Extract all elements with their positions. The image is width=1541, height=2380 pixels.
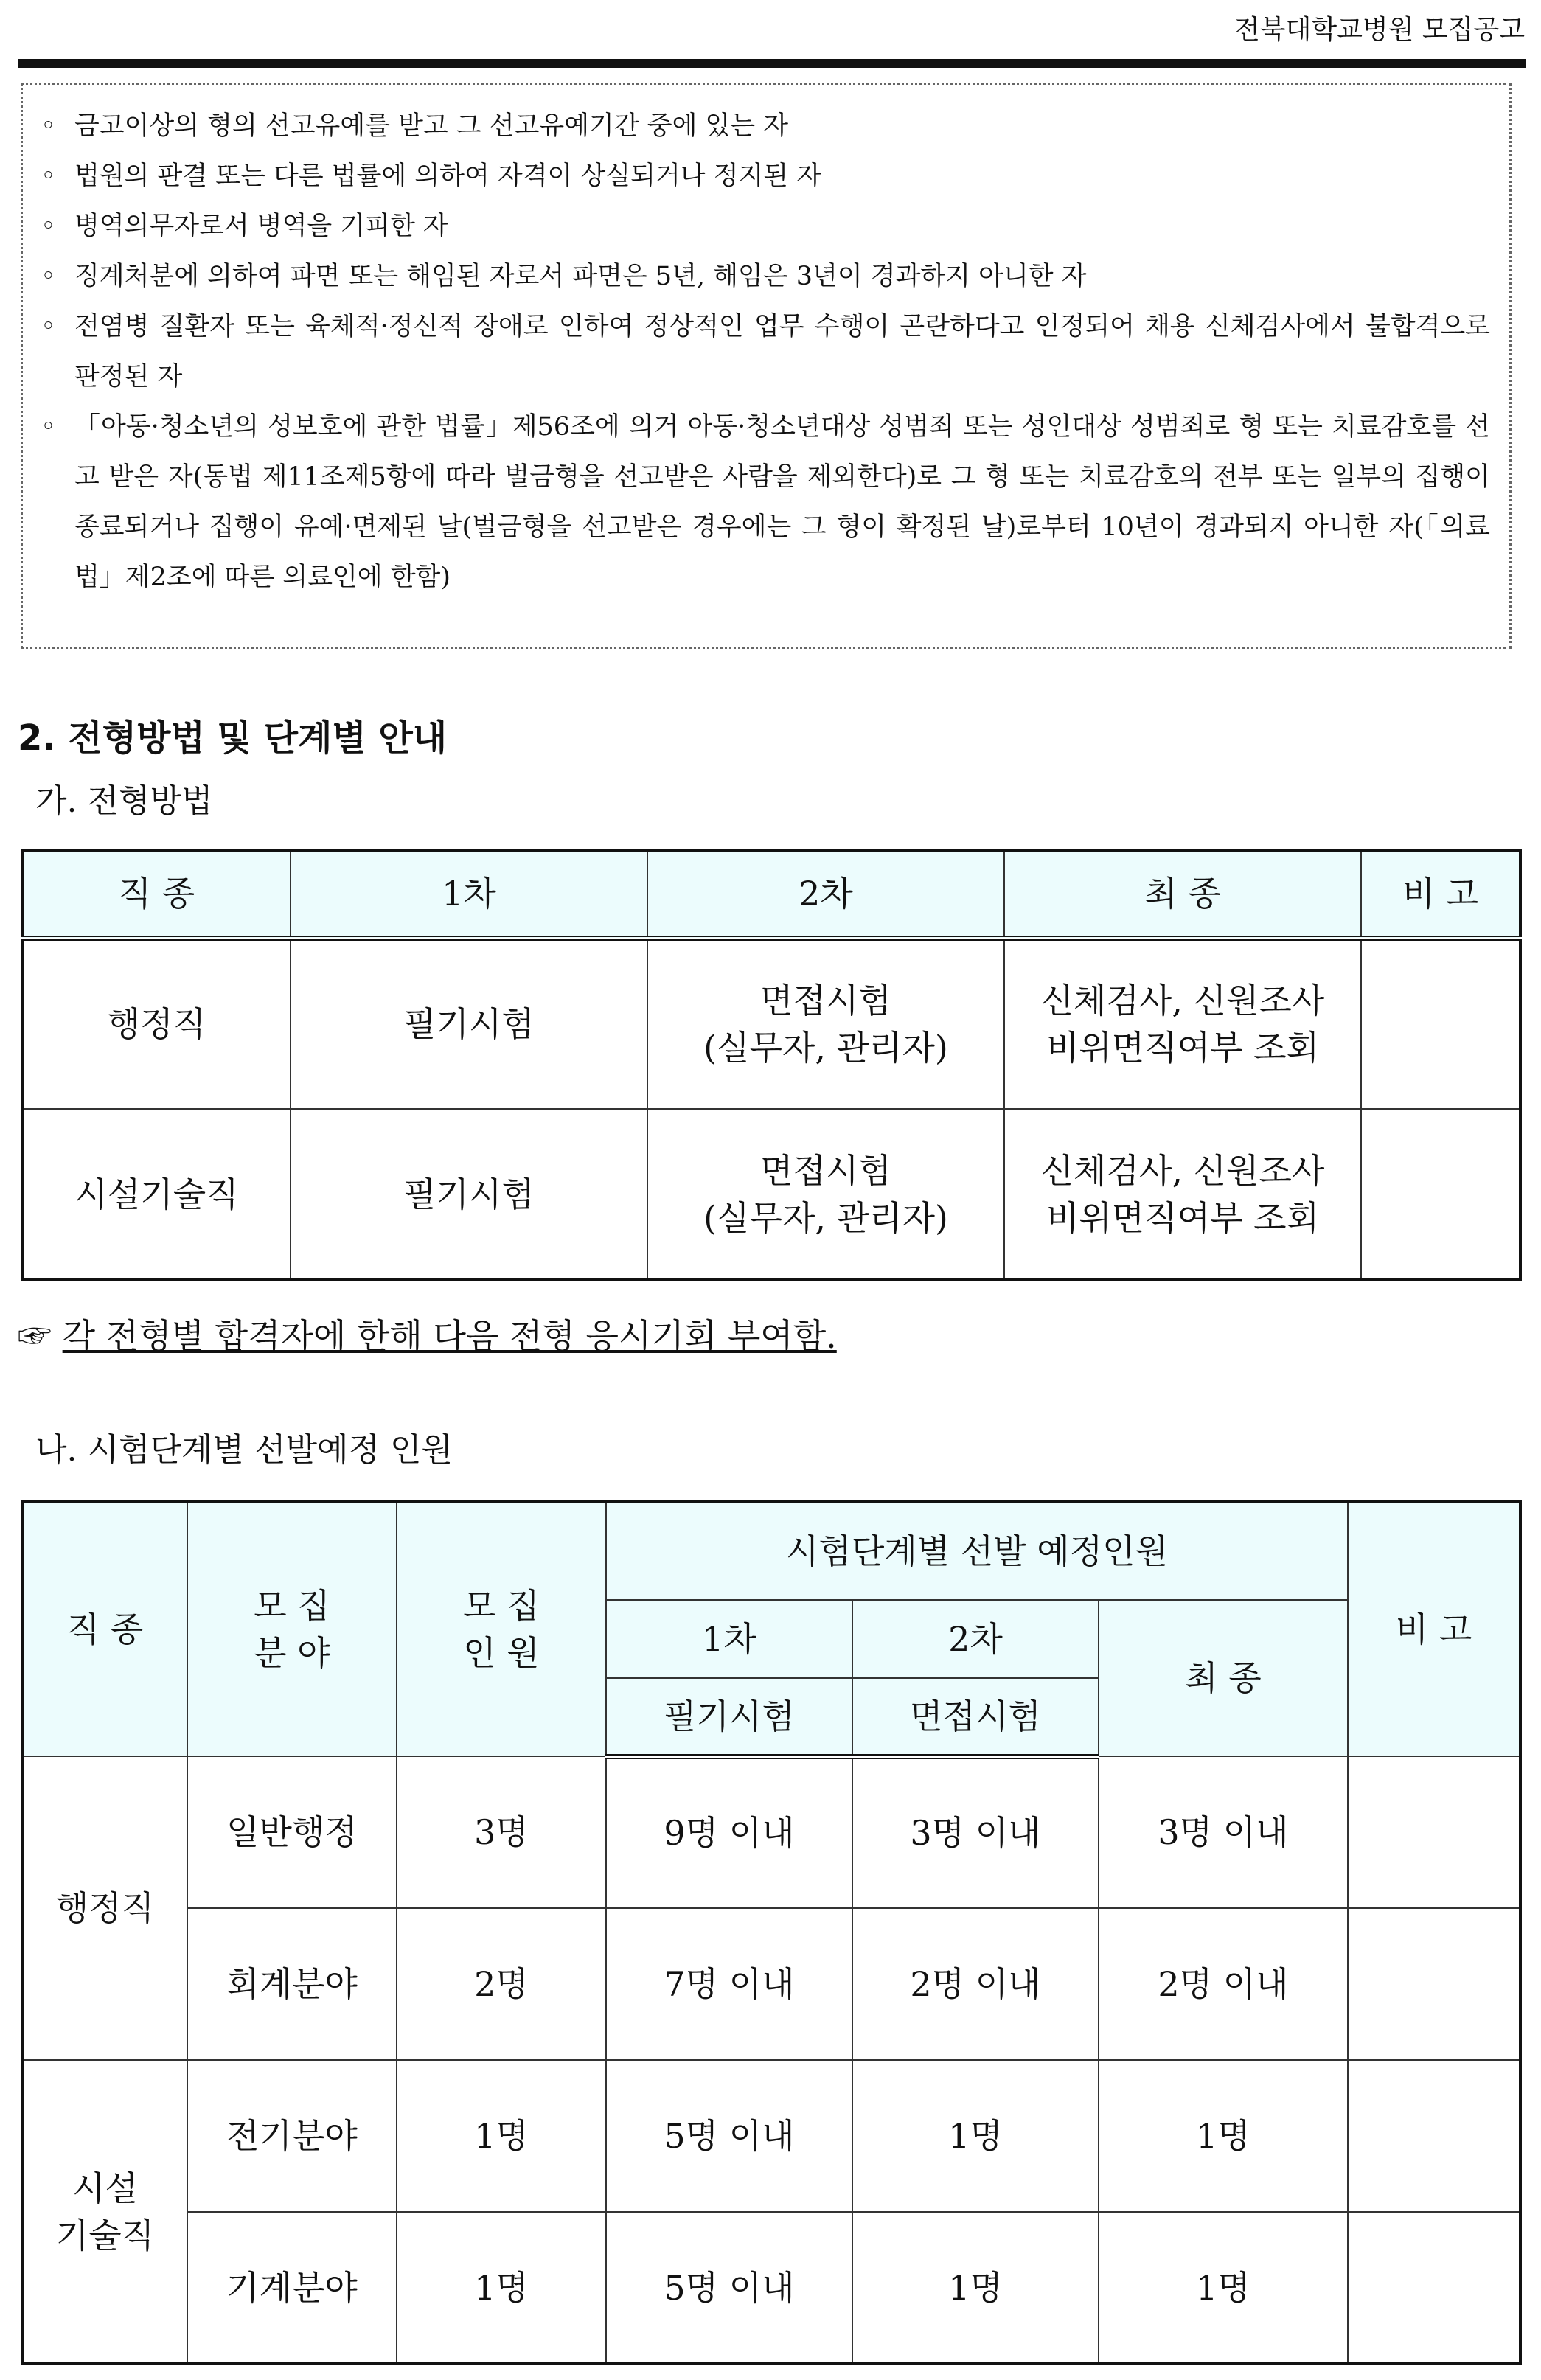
criteria-item: ◦ 법원의 판결 또는 다른 법률에 의하여 자격이 상실되거나 정지된 자 — [74, 151, 1490, 201]
bullet-icon: ◦ — [41, 412, 56, 442]
second-stage-cell: 면접시험 (실무자, 관리자) — [647, 1109, 1004, 1280]
header-stage: 시험단계별 선발 예정인원 — [606, 1501, 1348, 1600]
first-stage-cell: 필기시험 — [291, 1109, 647, 1280]
note-cell — [1361, 1109, 1520, 1280]
header-cell: 비 고 — [1361, 851, 1520, 938]
first-cell: 7명 이내 — [606, 1908, 852, 2060]
second-cell: 1명 — [852, 2060, 1099, 2212]
table-row — [22, 2060, 1520, 2212]
header-field: 모 집 분 야 — [187, 1501, 397, 1756]
field-cell: 회계분야 — [187, 1908, 397, 2060]
bullet-icon: ◦ — [41, 262, 56, 291]
header-final: 최 종 — [1099, 1600, 1348, 1756]
method-table — [21, 849, 1522, 1281]
first-cell: 9명 이내 — [606, 1756, 852, 1908]
second-cell: 2명 이내 — [852, 1908, 1099, 2060]
job-cell: 시설기술직 — [22, 1109, 291, 1280]
table-row — [22, 1908, 1520, 2060]
header-cell: 최 종 — [1004, 851, 1361, 938]
bullet-icon: ◦ — [41, 312, 56, 341]
header-cell: 2차 — [647, 851, 1004, 938]
header-count: 모 집 인 원 — [397, 1501, 606, 1756]
table-row — [22, 1756, 1520, 1908]
header-rule — [18, 59, 1526, 68]
first-cell: 5명 이내 — [606, 2060, 852, 2212]
hand-pointer-icon: ☞ — [18, 1316, 52, 1356]
table-row — [22, 1109, 1520, 1280]
group-cell-tech: 시설 기술직 — [22, 2060, 187, 2364]
bullet-icon: ◦ — [41, 212, 56, 241]
field-cell: 기계분야 — [187, 2212, 397, 2364]
criteria-item: ◦ 전염병 질환자 또는 육체적·정신적 장애로 인하여 정상적인 업무 수행이 곤란하다고 인정되어 채용 신체검사에서 불합격으로 판정된 자 — [74, 302, 1490, 402]
subsection-title-method: 가. 전형방법 — [35, 782, 213, 820]
header-interview: 면접시험 — [852, 1678, 1099, 1756]
note-cell — [1361, 938, 1520, 1109]
header-cell: 1차 — [291, 851, 647, 938]
count-cell: 3명 — [397, 1756, 606, 1908]
count-cell: 1명 — [397, 2060, 606, 2212]
first-cell: 5명 이내 — [606, 2212, 852, 2364]
field-cell: 일반행정 — [187, 1756, 397, 1908]
count-cell: 1명 — [397, 2212, 606, 2364]
table-header-row — [22, 851, 1520, 938]
final-cell: 1명 — [1099, 2060, 1348, 2212]
second-cell: 3명 이내 — [852, 1756, 1099, 1908]
subsection-title-quota: 나. 시험단계별 선발예정 인원 — [35, 1431, 453, 1469]
bullet-icon: ◦ — [41, 111, 56, 141]
header-job: 직 종 — [22, 1501, 187, 1756]
header-second: 2차 — [852, 1600, 1099, 1678]
disqualification-criteria-box — [21, 83, 1512, 649]
criteria-item: ◦ 금고이상의 형의 선고유예를 받고 그 선고유예기간 중에 있는 자 — [74, 101, 1490, 151]
notice-line — [18, 1309, 837, 1358]
table-row — [22, 938, 1520, 1109]
count-cell: 2명 — [397, 1908, 606, 2060]
field-cell: 전기분야 — [187, 2060, 397, 2212]
header-cell: 직 종 — [22, 851, 291, 938]
group-cell-admin: 행정직 — [22, 1756, 187, 2060]
bullet-icon: ◦ — [41, 161, 56, 191]
note-cell — [1348, 1756, 1520, 1908]
job-cell: 행정직 — [22, 938, 291, 1109]
header-first: 1차 — [606, 1600, 852, 1678]
header-title: 전북대학교병원 모집공고 — [1234, 15, 1525, 45]
criteria-item: ◦ 징계처분에 의하여 파면 또는 해임된 자로서 파면은 5년, 해임은 3년이 경과하지 아니한 자 — [74, 251, 1490, 302]
note-cell — [1348, 1908, 1520, 2060]
final-stage-cell: 신체검사, 신원조사 비위면직여부 조회 — [1004, 1109, 1361, 1280]
final-stage-cell: 신체검사, 신원조사 비위면직여부 조회 — [1004, 938, 1361, 1109]
note-cell — [1348, 2212, 1520, 2364]
final-cell: 1명 — [1099, 2212, 1348, 2364]
final-cell: 3명 이내 — [1099, 1756, 1348, 1908]
criteria-item: ◦ 병역의무자로서 병역을 기피한 자 — [74, 201, 1490, 251]
table-row — [22, 2212, 1520, 2364]
header-note: 비 고 — [1348, 1501, 1520, 1756]
quota-table — [21, 1500, 1522, 2365]
criteria-item: ◦ 「아동·청소년의 성보호에 관한 법률」제56조에 의거 아동·청소년대상 성범죄 또는 성인대상 성범죄로 형 또는 치료감호를 선고 받은 자(동법 제11조제5항에 따라 벌금형을 선고받은 사람을 제외한다)로 그 형 또는 치료감호의 전부 또는 일부의 집행이 종료되거나 집행이 유예·면제된 날(벌금형을 선고받은 경우에는 그 형이 확정된 날)로부터 10년이 경과되지 아니한 자(「의료법」제2조에 따른 의료인에 한함) — [74, 402, 1490, 602]
final-cell: 2명 이내 — [1099, 1908, 1348, 2060]
note-cell — [1348, 2060, 1520, 2212]
second-cell: 1명 — [852, 2212, 1099, 2364]
table-header-row — [22, 1501, 1520, 1600]
second-stage-cell: 면접시험 (실무자, 관리자) — [647, 938, 1004, 1109]
section-title: 2. 전형방법 및 단계별 안내 — [18, 717, 448, 759]
header-written: 필기시험 — [606, 1678, 852, 1756]
notice-text: 각 전형별 합격자에 한해 다음 전형 응시기회 부여함. — [62, 1316, 837, 1356]
first-stage-cell: 필기시험 — [291, 938, 647, 1109]
